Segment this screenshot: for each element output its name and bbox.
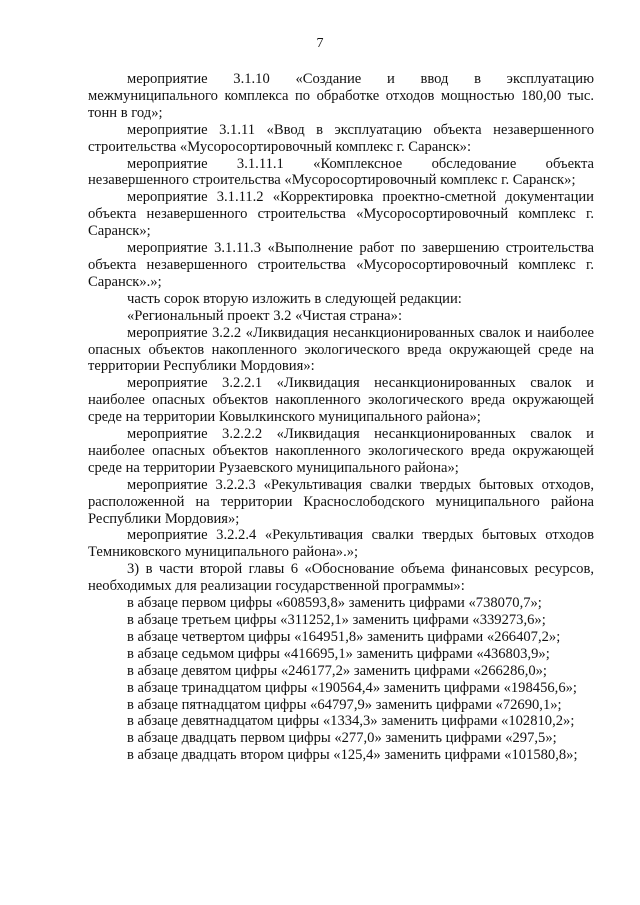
paragraph: «Региональный проект 3.2 «Чистая страна»: xyxy=(127,307,403,324)
paragraph: мероприятие 3.1.11.3 «Выполнение работ по завершению строительства объекта незавершенного строительства «Мусоросортировочный комплекс г. Саранск».»; xyxy=(88,240,594,290)
paragraph: мероприятие 3.2.2.4 «Рекультивация свалки твердых бытовых отходов Темниковского муниципального района».»; xyxy=(88,527,594,561)
paragraph: мероприятие 3.1.11.2 «Корректировка проектно-сметной документации объекта незавершенного строительства «Мусоросортировочный комплекс г. Саранск»; xyxy=(88,189,594,240)
paragraph: мероприятие 3.2.2.2 «Ликвидация несанкционированных свалок и наиболее опасных объектов накопленного экологического вреда окружающей среде на территории Рузаевского муниципального района»; xyxy=(88,426,594,476)
paragraph: в абзаце тринадцатом цифры «190564,4» заменить цифрами «198456,6»; xyxy=(127,679,577,696)
paragraph: в абзаце третьем цифры «311252,1» заменить цифрами «339273,6»; xyxy=(127,612,546,628)
paragraph: в абзаце девятом цифры «246177,2» заменить цифрами «266286,0»; xyxy=(127,662,547,679)
paragraph: в абзаце пятнадцатом цифры «64797,9» заменить цифрами «72690,1»; xyxy=(127,696,562,713)
paragraph: в абзаце девятнадцатом цифры «1334,3» заменить цифрами «102810,2»; xyxy=(127,713,575,730)
paragraph: в абзаце двадцать втором цифры «125,4» заменить цифрами «101580,8»; xyxy=(127,747,578,764)
paragraph: в абзаце четвертом цифры «164951,8» заменить цифрами «266407,2»; xyxy=(127,628,561,645)
paragraph: в абзаце седьмом цифры «416695,1» заменить цифрами «436803,9»; xyxy=(127,645,550,662)
paragraph: мероприятие 3.2.2.1 «Ликвидация несанкционированных свалок и наиболее опасных объектов накопленного экологического вреда окружающей среде на территории Ковылкинского муниципального района»; xyxy=(88,375,594,426)
paragraph: мероприятие 3.1.10 «Создание и ввод в эксплуатацию межмуниципального комплекса по обработке отходов мощностью 180,00 тыс. тонн в год»; xyxy=(88,71,594,121)
paragraph: мероприятие 3.1.11 «Ввод в эксплуатацию объекта незавершенного строительства «Мусоросортировочный комплекс г. Саранск»: xyxy=(88,121,594,155)
paragraph: мероприятие 3.1.11.1 «Комплексное обследование объекта незавершенного строительства «Мусоросортировочный комплекс г. Саранск»; xyxy=(88,155,594,189)
paragraph: часть сорок вторую изложить в следующей редакции: xyxy=(127,290,462,307)
paragraph: мероприятие 3.2.2 «Ликвидация несанкционированных свалок и наиболее опасных объектов накопленного экологического вреда окружающей среде на территории Республики Мордовия»: xyxy=(88,324,594,375)
paragraph: в абзаце первом цифры «608593,8» заменить цифрами «738070,7»; xyxy=(127,595,542,612)
page-number: 7 xyxy=(316,36,324,51)
paragraph: в абзаце двадцать первом цифры «277,0» заменить цифрами «297,5»; xyxy=(127,730,557,747)
document-body xyxy=(88,71,594,764)
paragraph: мероприятие 3.2.2.3 «Рекультивация свалки твердых бытовых отходов, расположенной на территории Краснослободского муниципального района Республики Мордовия»; xyxy=(88,476,594,527)
paragraph: 3) в части второй главы 6 «Обоснование объема финансовых ресурсов, необходимых для реализации государственной программы»: xyxy=(88,561,594,595)
